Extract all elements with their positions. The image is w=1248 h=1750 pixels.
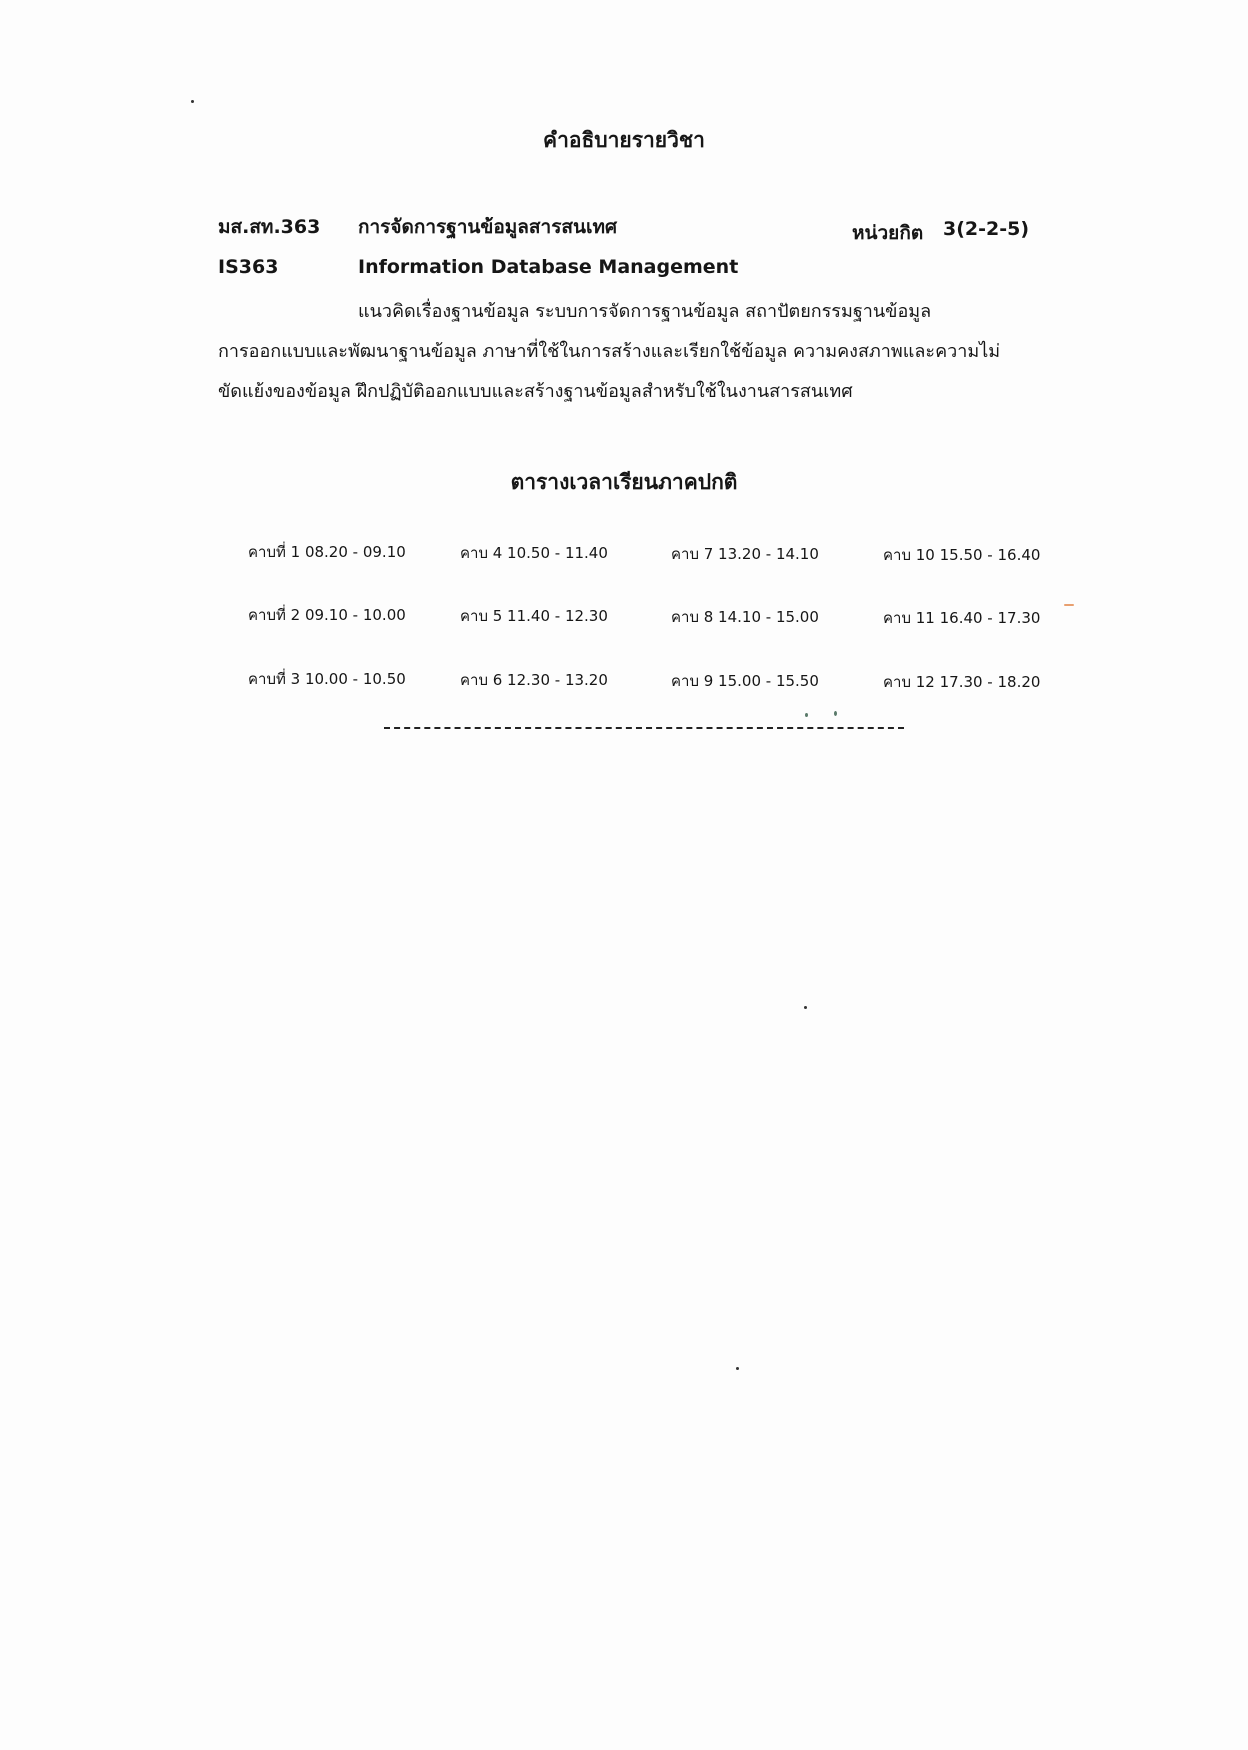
period-12: คาบ 12 17.30 - 18.20 (883, 673, 1041, 691)
course-code-thai: มส.สท.363 (218, 216, 321, 238)
period-1: คาบที่ 1 08.20 - 09.10 (248, 543, 406, 561)
period-7: คาบ 7 13.20 - 14.10 (671, 545, 819, 563)
period-9: คาบ 9 15.00 - 15.50 (671, 672, 819, 690)
scan-speck (834, 711, 837, 716)
document-title: คำอธิบายรายวิชา (543, 128, 705, 152)
course-name-english: Information Database Management (358, 256, 739, 278)
period-5: คาบ 5 11.40 - 12.30 (460, 607, 608, 625)
period-11: คาบ 11 16.40 - 17.30 (883, 609, 1041, 627)
description-line-1: แนวคิดเรื่องฐานข้อมูล ระบบการจัดการฐานข้อมูล สถาปัตยกรรมฐานข้อมูล (358, 301, 932, 322)
course-code-english: IS363 (218, 256, 279, 278)
period-3: คาบที่ 3 10.00 - 10.50 (248, 670, 406, 688)
credits-label: หน่วยกิต (852, 222, 924, 244)
scan-speck (805, 713, 808, 717)
description-line-3: ขัดแย้งของข้อมูล ฝึกปฏิบัติออกแบบและสร้างฐานข้อมูลสำหรับใช้ในงานสารสนเทศ (218, 381, 853, 402)
period-6: คาบ 6 12.30 - 13.20 (460, 671, 608, 689)
credits-value: 3(2-2-5) (943, 218, 1030, 240)
scan-speck (1064, 604, 1074, 606)
dashed-divider (384, 727, 904, 729)
period-4: คาบ 4 10.50 - 11.40 (460, 544, 608, 562)
period-8: คาบ 8 14.10 - 15.00 (671, 608, 819, 626)
course-name-thai: การจัดการฐานข้อมูลสารสนเทศ (358, 216, 618, 238)
period-2: คาบที่ 2 09.10 - 10.00 (248, 606, 406, 624)
scan-speck (804, 1006, 807, 1009)
scan-speck (191, 100, 194, 103)
schedule-title: ตารางเวลาเรียนภาคปกติ (510, 470, 738, 494)
scan-speck (736, 1367, 739, 1370)
period-10: คาบ 10 15.50 - 16.40 (883, 546, 1041, 564)
description-line-2: การออกแบบและพัฒนาฐานข้อมูล ภาษาที่ใช้ในการสร้างและเรียกใช้ข้อมูล ความคงสภาพและความไม่ (218, 341, 1001, 362)
